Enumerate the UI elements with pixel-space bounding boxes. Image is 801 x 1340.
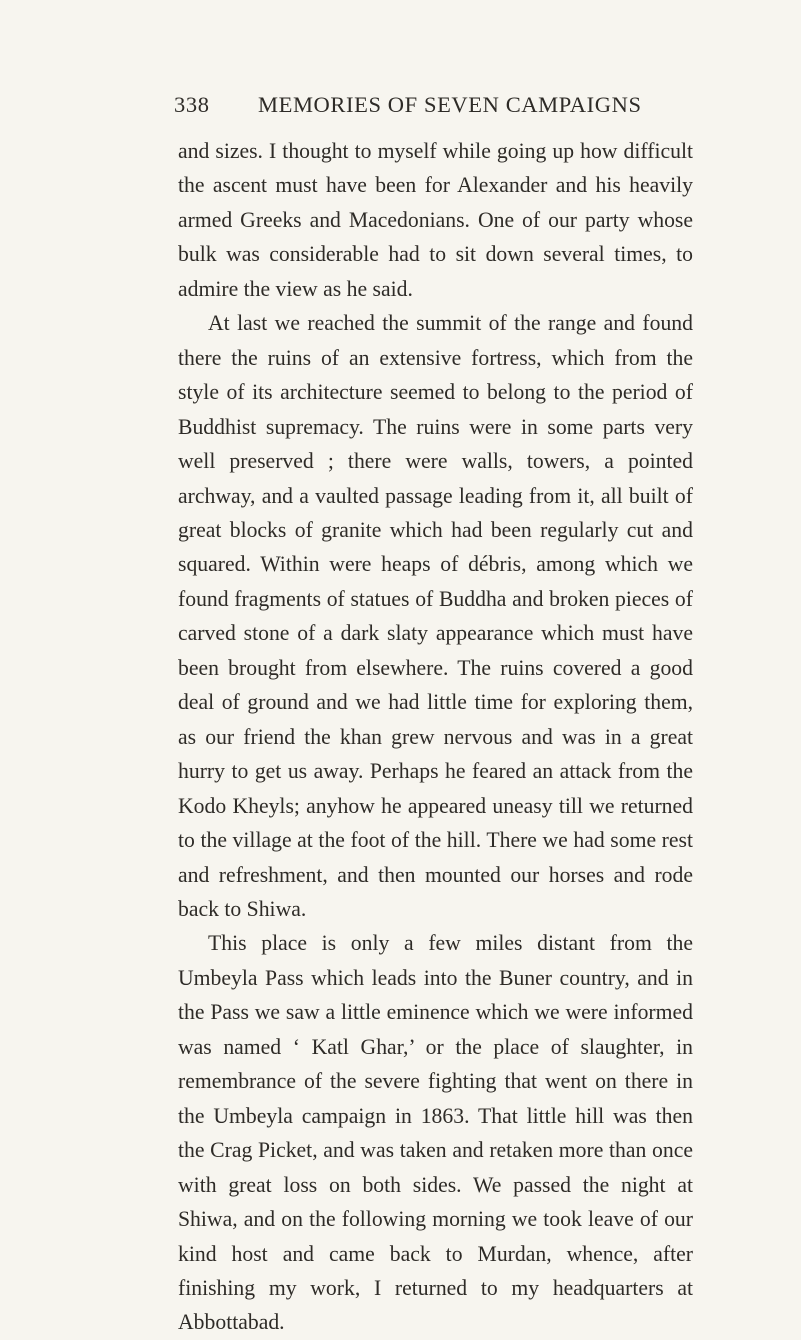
running-head xyxy=(174,92,689,122)
paragraph-umbeyla: This place is only a few miles distant from the Umbeyla Pass which leads into the Buner country, and in the Pass we saw a little eminence which we were informed was named ‘ Katl Ghar,’ or the place of slaughter, in remembrance of the severe fighting that went on there in the Umbeyla campaign in 1863. That little hill was then the Crag Picket, and was taken and retaken more than once with great loss on both sides. We passed the night at Shiwa, and on the following morning we took leave of our kind host and came back to Murdan, whence, after finishing my work, I returned to my headquarters at Abbottabad. xyxy=(178,931,693,1335)
page-number: 338 xyxy=(174,92,210,117)
body-text xyxy=(178,134,693,1340)
paragraph-ruins: At last we reached the summit of the range and found there the ruins of an extensive fortress, which from the style of its architecture seemed to belong to the period of Buddhist supremacy. The ruins were in some parts very well preserved ; there were walls, towers, a pointed archway, and a vaulted passage leading from it, all built of great blocks of granite which had been regularly cut and squared. Within were heaps of débris, among which we found fragments of statues of Buddha and broken pieces of carved stone of a dark slaty appearance which must have been brought from elsewhere. The ruins covered a good deal of ground and we had little time for exploring them, as our friend the khan grew nervous and was in a great hurry to get us away. Perhaps he feared an attack from the Kodo Kheyls; anyhow he appeared uneasy till we returned to the village at the foot of the hill. There we had some rest and refreshment, and then mounted our horses and rode back to Shiwa. xyxy=(178,311,693,921)
running-title: MEMORIES OF SEVEN CAMPAIGNS xyxy=(258,92,642,117)
paragraph-continued: and sizes. I thought to myself while going up how difficult the ascent must have been for Alexander and his heavily armed Greeks and Macedonians. One of our party whose bulk was considerable had to sit down several times, to admire the view as he said. xyxy=(178,139,693,301)
